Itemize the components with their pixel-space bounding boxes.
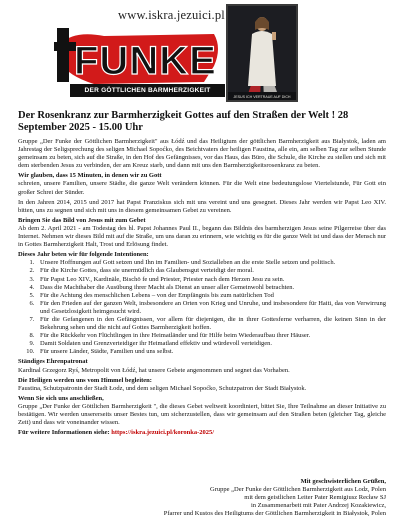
intention-item: 7. Für die Gefangenen in den Gefängnissen, vor allem für diejenigen, die in ihrer Gottesferne verharren, die keinen Sinn in der Bekehrung sehen und die nicht auf Gottes Barmherzigkeit hoffen.	[36, 316, 386, 332]
intention-item: 1. Unsere Hoffnungen auf Gott setzen und Ihn im Familien- und Sozialleben an die erste Stelle setzen und politisch.	[36, 259, 386, 267]
section-heading-image: Bringen Sie das Bild von Jesus mit zum Gebet	[18, 216, 146, 224]
intention-item: 4. Dass die Machthaber die Ausübung ihrer Macht als Dienst an unser aller Gemeinwohl betrachten.	[36, 284, 386, 292]
signature-line: in Zusammenarbeit mit Pater Andrzej Kozakiewicz,	[250, 502, 386, 510]
signature-block	[136, 478, 386, 516]
wait-paragraph-1: schreien, unsere Familien, unsere Städte, die ganze Welt verändern können. Für die Welt eine bedeutungslose Viertelstunde, Für Gott ein großer Schrei der Sünder.	[18, 180, 386, 196]
signature-greeting: Mit geschwisterlichen Grüßen,	[300, 478, 386, 485]
more-info-line	[18, 429, 386, 437]
signature-line: mit dem geistlichen Leiter Pater Remigiusz Recław SJ	[244, 494, 386, 502]
more-info-link[interactable]: https://iskra.jezuici.pl/koronka-2025/	[111, 429, 215, 437]
image-paragraph: Ab dem 2. April 2021 - am Todestag des hl. Papst Johannes Paul II., begann das Bildnis des barmherzigen Jesus seine Pilgerreise über das Internet. Nehmen wir dieses Bild mit auf die Straße, um uns daran zu erinnern, wie wichtig es für die ganze Welt ist und dass der Mensch nur in Gottes Barmherzigkeit Halt, Trost und Erlösung findet.	[18, 224, 386, 249]
page-header	[0, 0, 400, 110]
main-content	[18, 110, 386, 439]
signature-line: Pfarrer und Kustos des Heiligtums der Göttlichen Barmherzigkeit in Białystok, Polen	[163, 510, 386, 516]
intention-item: 10. Für unsere Länder, Städte, Familien und uns selbst.	[36, 348, 386, 356]
more-info-label: Für weitere Informationen siehe:	[18, 429, 110, 437]
page-title: Der Rosenkranz zur Barmherzigkeit Gottes auf den Straßen der Welt ! 28 September 2025 - 15.00 Uhr	[18, 110, 349, 133]
intro-paragraph: Gruppe „Der Funke der Göttlichen Barmherzigkeit" aus Łódź und das Heiligtum der göttlichen Barmherzigkeit aus Białystok, laden am Jahrestag der Seligsprechung des seligen Michael Sopoćko, des Beichtvaters der heiligen Faustina, alle ein, am selben Tag zur selben Stunde gemeinsam zu beten, sich auf die Straße, in den Hof des Gefängnisses, vor das Haus, das Büro, die Schule, die Kirche zu stellen und sich mit dem sterbenden Jesus zu verbinden, der am Kreuz starb, und dann mit uns den Barmherzigkeitsrosenkranz zu beten.	[18, 138, 386, 170]
section-heading-patron: Ständiges Ehrenpatronat	[18, 358, 88, 366]
logo-wordmark: FUNKE	[74, 39, 217, 83]
section-heading-saints: Die Heiligen werden uns vom Himmel begleiten:	[18, 376, 152, 384]
intention-item: 8. Für die Rückkehr von Flüchtlingen in ihre Heimatländer und für Hilfe beim Wiederaufbau ihrer Häuser.	[36, 332, 386, 340]
section-heading-join: Wenn Sie sich uns anschließen,	[18, 394, 104, 402]
site-url[interactable]: www.iskra.jezuici.pl	[118, 8, 225, 22]
intention-item: 6. Für den Frieden auf der ganzen Welt, insbesondere an Orten von Krieg und Unruhe, und insbesondere für Haiti, das von Verwirrung und Gesetzlosigkeit heimgesucht wird.	[36, 300, 386, 316]
signature-line: Gruppe „Der Funke der Göttlichen Barmherzigkeit aus Lodz, Polen	[210, 486, 386, 494]
logo-subtitle: DER GÖTTLICHEN BARMHERZIGKEIT	[70, 84, 225, 97]
wait-paragraph-2: In den Jahren 2014, 2015 und 2017 hat Papst Franziskus sich mit uns vereint und uns gesegnet. Dieses Jahr werden wir Papst Leo XIV. bitten, uns zu segnen und sich mit uns in diesem gemeinsamen Gebet zu vereinen.	[18, 198, 386, 214]
section-heading-wait: Wir glauben, dass 15 Minuten, in denen wir zu Gott	[18, 172, 162, 180]
intentions-list	[36, 259, 386, 356]
section-heading-intentions: Dieses Jahr beten wir für folgende Intentionen:	[18, 251, 149, 259]
divine-mercy-image	[226, 4, 298, 102]
join-paragraph: Gruppe „Der Funke der Göttlichen Barmherzigkeit ", die dieses Gebet weltweit koordiniert, bittet Sie, Ihre Teilnahme an dieser Initiative zu bestätigen. Wir werden unsererseits unser Bestes tun, um sicherzustellen, dass wir gemeinsam auf den Straßen beten (gleicher Tag, gleiche Zeit) und dass wir voneinander wissen.	[18, 402, 386, 427]
patron-paragraph: Kardinal Grzegorz Ryś, Metropolit von Łódź, hat unsere Gebete angenommen und segnet das Vorhaben.	[18, 366, 290, 374]
intention-item: 5. Für die Achtung des menschlichen Lebens – von der Empfängnis bis zum natürlichen Tod	[36, 292, 386, 300]
intention-item: 2. Für die Kirche Gottes, dass sie unermüdlich das Glaubensgut verteidigt der moral.	[36, 267, 386, 275]
saints-paragraph: Faustina, Schutzpatronin der Stadt Łodz, und dem seligen Michael Sopoćko, Schutzpatron der Stadt Białystok.	[18, 384, 307, 392]
intention-item: 9. Damit Soldaten und Grenzverteidiger ihr Heimatland effektiv und würdevoll verteidigen.	[36, 340, 386, 348]
image-caption: JESUS ICH VERTRAUE AUF DICH	[233, 95, 291, 99]
funke-logo	[54, 26, 224, 86]
intention-item: 3. Für Papst Leo XIV., Kardinäle, Bischö fe und Priester, Priester nach dem Herzen Jesu zu sein.	[36, 276, 386, 284]
